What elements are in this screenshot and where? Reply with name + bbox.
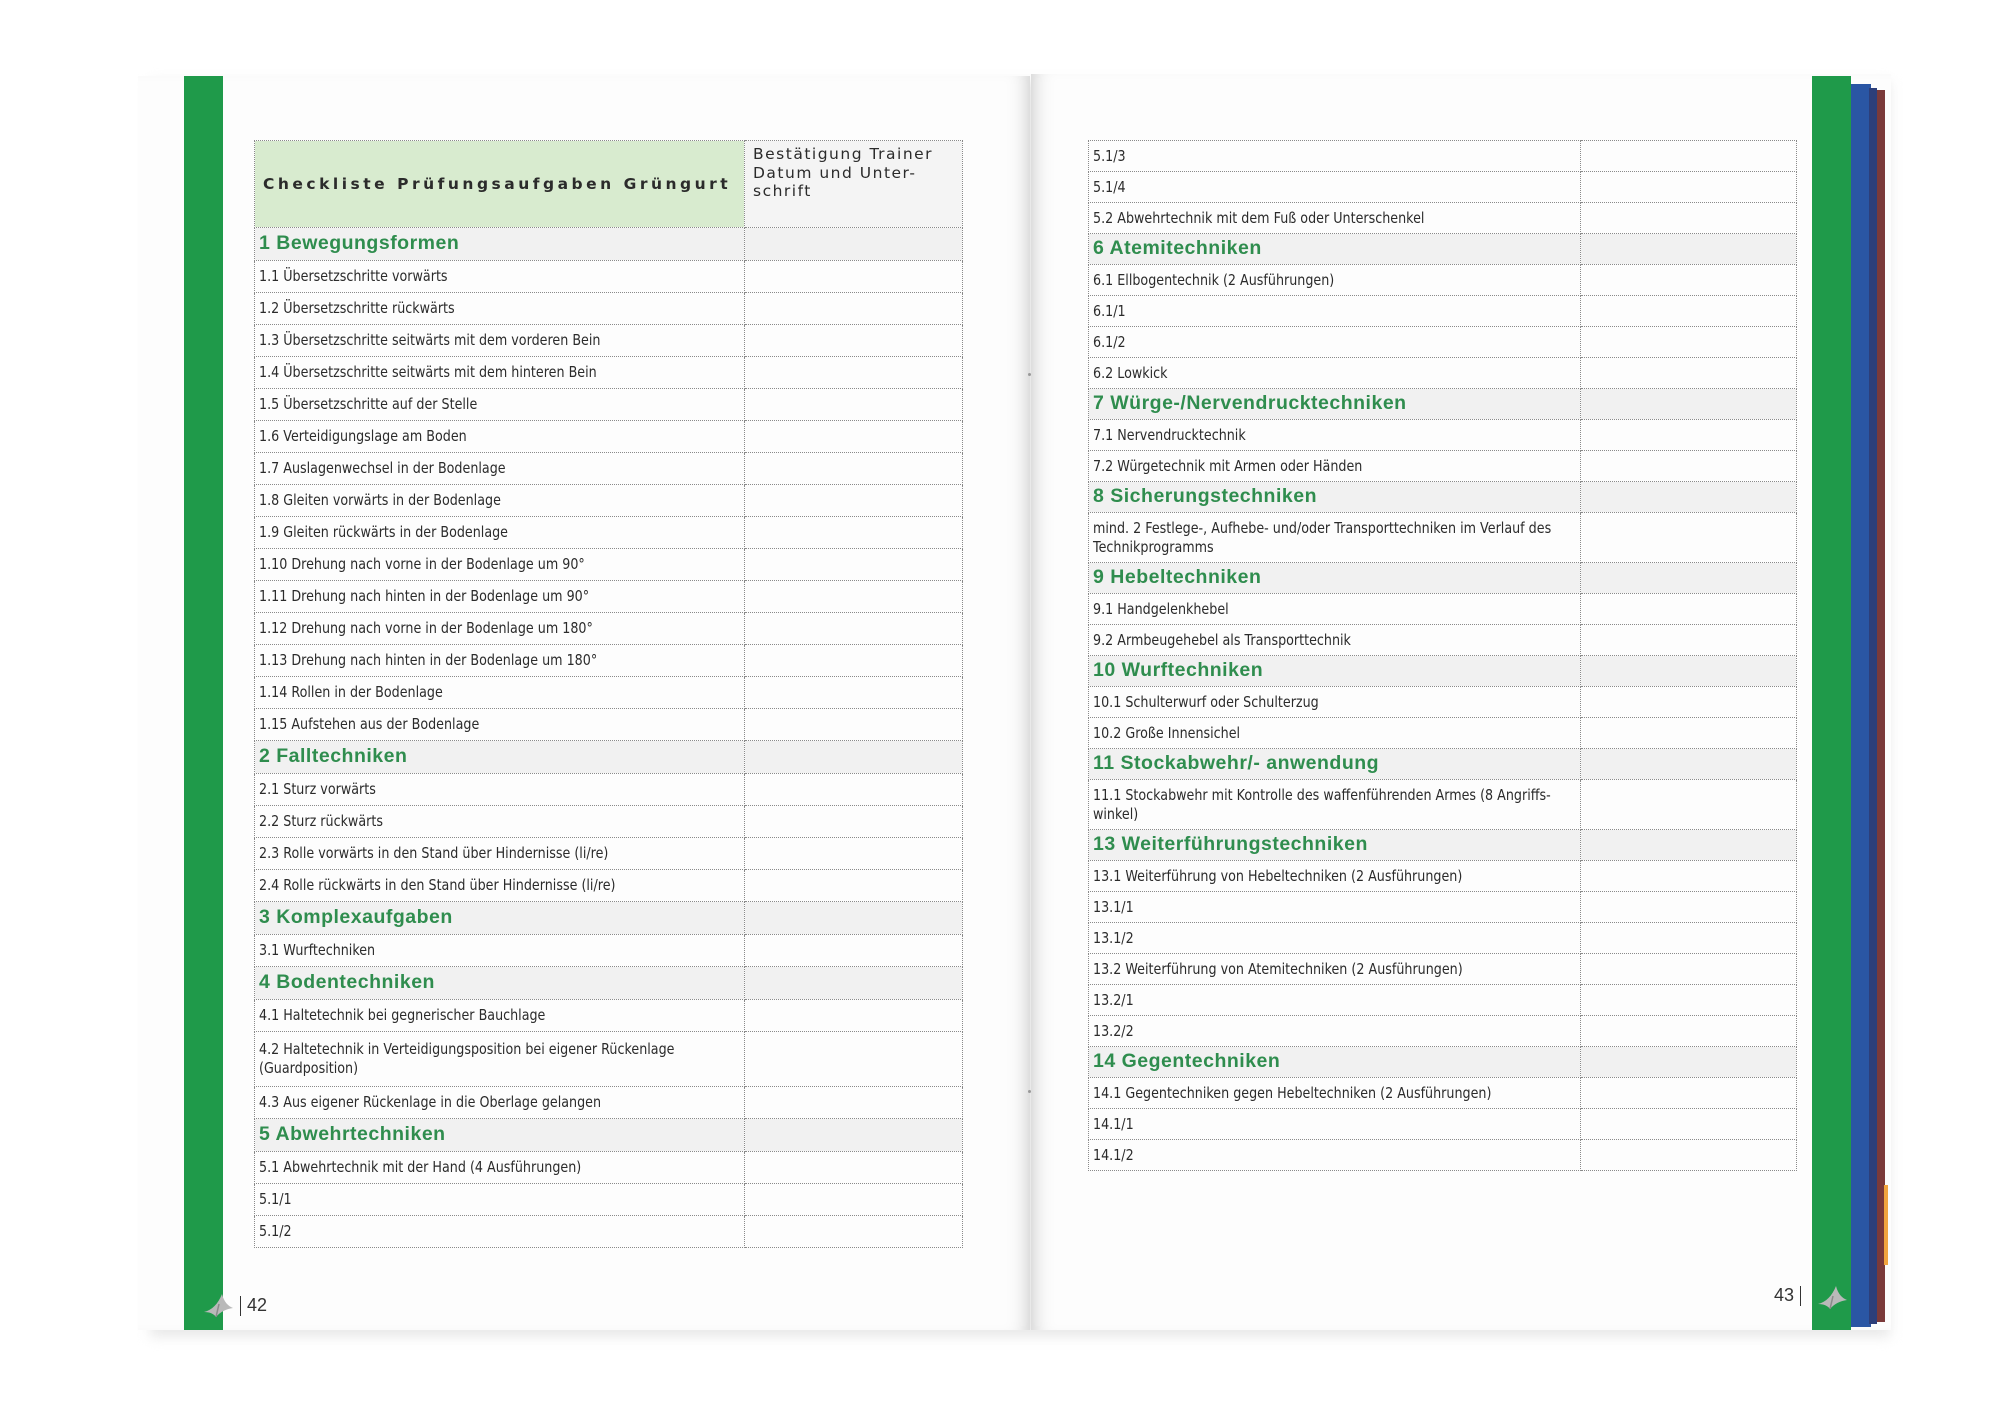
checklist-row bbox=[1089, 513, 1797, 563]
checklist-row bbox=[1089, 1078, 1797, 1109]
task-label bbox=[255, 357, 745, 389]
task-label-text: 14.1/1 bbox=[1093, 1114, 1134, 1133]
section-title-text: 5 Abwehrtechniken bbox=[259, 1123, 446, 1146]
task-label-text: 7.2 Würgetechnik mit Armen oder Händen bbox=[1093, 456, 1363, 475]
section-title-text: 6 Atemitechniken bbox=[1093, 237, 1262, 260]
task-label-text: 10.1 Schulterwurf oder Schulterzug bbox=[1093, 692, 1319, 711]
section-title bbox=[1089, 234, 1581, 265]
signature-cell[interactable] bbox=[745, 613, 963, 645]
checklist-table-right bbox=[1088, 140, 1797, 1171]
checklist-row bbox=[255, 645, 963, 677]
signature-cell[interactable] bbox=[745, 645, 963, 677]
task-label bbox=[255, 1087, 745, 1119]
task-label bbox=[1089, 203, 1581, 234]
checklist-row bbox=[1089, 718, 1797, 749]
section-row bbox=[1089, 1047, 1797, 1078]
section-title-text: 7 Würge-/Nervendrucktechniken bbox=[1093, 392, 1407, 415]
checklist-title: Checkliste Prüfungsaufgaben Grüngurt bbox=[255, 141, 745, 228]
task-label bbox=[1089, 358, 1581, 389]
section-title bbox=[255, 1119, 745, 1152]
section-title bbox=[1089, 749, 1581, 780]
signature-cell[interactable] bbox=[745, 261, 963, 293]
checklist-row bbox=[255, 1216, 963, 1248]
checklist-row bbox=[1089, 780, 1797, 830]
signature-cell[interactable] bbox=[745, 1032, 963, 1087]
signature-cell[interactable] bbox=[1581, 563, 1797, 594]
section-title-text: 14 Gegentechniken bbox=[1093, 1050, 1281, 1073]
signature-cell[interactable] bbox=[1581, 141, 1797, 172]
task-label-text: 5.1/1 bbox=[259, 1190, 292, 1209]
task-label-text: 1.9 Gleiten rückwärts in der Bodenlage bbox=[259, 523, 508, 542]
page-number-left-value: 42 bbox=[247, 1295, 268, 1315]
signature-cell[interactable] bbox=[1581, 687, 1797, 718]
checklist-row bbox=[1089, 892, 1797, 923]
task-label bbox=[255, 709, 745, 741]
section-title bbox=[255, 228, 745, 261]
task-label-text: 1.13 Drehung nach hinten in der Bodenlage um 180° bbox=[259, 651, 598, 670]
checklist-row bbox=[255, 293, 963, 325]
binding-staple bbox=[1028, 373, 1031, 376]
task-label bbox=[1089, 923, 1581, 954]
checklist-row bbox=[255, 453, 963, 485]
task-label-text: 1.10 Drehung nach vorne in der Bodenlage um 90° bbox=[259, 555, 585, 574]
signature-cell[interactable] bbox=[745, 774, 963, 806]
section-row bbox=[255, 228, 963, 261]
checklist-row bbox=[255, 325, 963, 357]
signature-cell[interactable] bbox=[745, 549, 963, 581]
checklist-row bbox=[255, 485, 963, 517]
task-label-text: 2.2 Sturz rückwärts bbox=[259, 812, 383, 831]
section-title bbox=[1089, 563, 1581, 594]
task-label bbox=[1089, 625, 1581, 656]
task-label-text: 1.2 Übersetzschritte rückwärts bbox=[259, 299, 455, 318]
section-title bbox=[255, 902, 745, 935]
task-label bbox=[1089, 420, 1581, 451]
page-edge-darkblue bbox=[1869, 88, 1877, 1324]
task-label-text: 1.1 Übersetzschritte vorwärts bbox=[259, 267, 448, 286]
task-label bbox=[1089, 265, 1581, 296]
task-label bbox=[255, 453, 745, 485]
signature-cell[interactable] bbox=[1581, 1047, 1797, 1078]
checklist-row bbox=[1089, 687, 1797, 718]
checklist-row bbox=[1089, 296, 1797, 327]
task-label-text: 1.6 Verteidigungslage am Boden bbox=[259, 427, 467, 446]
task-label-text: 13.2 Weiterführung von Atemitechniken (2 Ausführungen) bbox=[1093, 959, 1463, 978]
signature-cell[interactable] bbox=[1581, 1140, 1797, 1171]
task-label bbox=[1089, 172, 1581, 203]
task-label bbox=[1089, 513, 1581, 563]
task-label bbox=[255, 870, 745, 902]
section-row bbox=[1089, 234, 1797, 265]
signature-cell[interactable] bbox=[745, 453, 963, 485]
task-label-text: 13.1/1 bbox=[1093, 897, 1134, 916]
page-number-right-value: 43 bbox=[1774, 1285, 1795, 1305]
task-label bbox=[255, 325, 745, 357]
checklist-row bbox=[255, 549, 963, 581]
checklist-row bbox=[1089, 1016, 1797, 1047]
signature-cell[interactable] bbox=[1581, 923, 1797, 954]
signature-cell[interactable] bbox=[1581, 296, 1797, 327]
signature-cell[interactable] bbox=[745, 1184, 963, 1216]
task-label bbox=[1089, 141, 1581, 172]
task-label-text: 6.1 Ellbogentechnik (2 Ausführungen) bbox=[1093, 270, 1335, 289]
signature-cell[interactable] bbox=[745, 967, 963, 1000]
task-label bbox=[255, 581, 745, 613]
signature-cell[interactable] bbox=[1581, 513, 1797, 563]
task-label bbox=[1089, 1078, 1581, 1109]
checklist-row bbox=[255, 935, 963, 967]
task-label-text: 2.1 Sturz vorwärts bbox=[259, 780, 376, 799]
checklist-row bbox=[1089, 172, 1797, 203]
checklist-row bbox=[1089, 1140, 1797, 1171]
task-label-text: 1.12 Drehung nach vorne in der Bodenlage um 180° bbox=[259, 619, 593, 638]
task-label bbox=[1089, 985, 1581, 1016]
checklist-row bbox=[1089, 265, 1797, 296]
signature-cell[interactable] bbox=[1581, 749, 1797, 780]
section-row bbox=[1089, 389, 1797, 420]
task-label bbox=[255, 613, 745, 645]
section-row bbox=[255, 1119, 963, 1152]
checklist-table-left bbox=[254, 140, 963, 1248]
task-label-text: 14.1 Gegentechniken gegen Hebeltechniken (2 Ausführungen) bbox=[1093, 1083, 1492, 1102]
signature-cell[interactable] bbox=[745, 325, 963, 357]
task-label bbox=[255, 935, 745, 967]
section-title bbox=[1089, 389, 1581, 420]
signature-cell[interactable] bbox=[1581, 358, 1797, 389]
signature-cell[interactable] bbox=[1581, 482, 1797, 513]
signature-cell[interactable] bbox=[1581, 830, 1797, 861]
task-label-text: 1.8 Gleiten vorwärts in der Bodenlage bbox=[259, 491, 501, 510]
task-label bbox=[255, 485, 745, 517]
task-label bbox=[255, 293, 745, 325]
signature-cell[interactable] bbox=[745, 228, 963, 261]
signature-cell[interactable] bbox=[745, 517, 963, 549]
task-label bbox=[255, 517, 745, 549]
section-row bbox=[255, 902, 963, 935]
task-label bbox=[255, 421, 745, 453]
checklist-row bbox=[255, 709, 963, 741]
section-row bbox=[1089, 656, 1797, 687]
section-title-text: 8 Sicherungstechniken bbox=[1093, 485, 1317, 508]
task-label bbox=[1089, 327, 1581, 358]
page-edge-blue bbox=[1851, 84, 1871, 1327]
task-label bbox=[255, 1032, 745, 1087]
signature-cell[interactable] bbox=[745, 1087, 963, 1119]
task-label-text: 1.14 Rollen in der Bodenlage bbox=[259, 683, 443, 702]
checklist-row bbox=[1089, 625, 1797, 656]
checklist-row bbox=[255, 1032, 963, 1087]
section-title-text: 4 Bodentechniken bbox=[259, 971, 435, 994]
task-label-text: 6.2 Lowkick bbox=[1093, 363, 1168, 382]
checklist-row bbox=[1089, 923, 1797, 954]
task-label bbox=[1089, 954, 1581, 985]
checklist-row bbox=[255, 774, 963, 806]
signature-cell[interactable] bbox=[745, 870, 963, 902]
checklist-row bbox=[1089, 1109, 1797, 1140]
task-label-text: 1.15 Aufstehen aus der Bodenlage bbox=[259, 715, 480, 734]
checklist-row bbox=[255, 357, 963, 389]
task-label bbox=[1089, 451, 1581, 482]
checklist-row bbox=[255, 613, 963, 645]
section-row bbox=[1089, 830, 1797, 861]
section-title bbox=[1089, 482, 1581, 513]
signature-cell[interactable] bbox=[745, 677, 963, 709]
task-label bbox=[1089, 861, 1581, 892]
signature-cell[interactable] bbox=[1581, 1109, 1797, 1140]
signature-cell[interactable] bbox=[745, 741, 963, 774]
task-label bbox=[255, 261, 745, 293]
checklist-row bbox=[1089, 327, 1797, 358]
task-label-text: 11.1 Stockabwehr mit Kontrolle des waffenführenden Armes (8 Angriffs- winkel) bbox=[1093, 785, 1551, 823]
signature-cell[interactable] bbox=[745, 389, 963, 421]
task-label bbox=[255, 1152, 745, 1184]
section-title-text: 13 Weiterführungstechniken bbox=[1093, 833, 1368, 856]
task-label bbox=[1089, 594, 1581, 625]
signature-cell[interactable] bbox=[1581, 203, 1797, 234]
signature-cell[interactable] bbox=[745, 1119, 963, 1152]
page-edge-orange-right bbox=[1884, 1185, 1888, 1265]
task-label-text: 1.4 Übersetzschritte seitwärts mit dem hinteren Bein bbox=[259, 363, 597, 382]
signature-cell[interactable] bbox=[745, 838, 963, 870]
signature-cell[interactable] bbox=[745, 581, 963, 613]
section-title-text: 1 Bewegungsformen bbox=[259, 232, 460, 255]
signature-cell[interactable] bbox=[1581, 594, 1797, 625]
signature-cell[interactable] bbox=[1581, 892, 1797, 923]
task-label-text: 1.11 Drehung nach hinten in der Bodenlage um 90° bbox=[259, 587, 590, 606]
checklist-row bbox=[1089, 451, 1797, 482]
task-label bbox=[1089, 1140, 1581, 1171]
section-row bbox=[255, 741, 963, 774]
page-number-left bbox=[240, 1295, 267, 1316]
checklist-row bbox=[255, 389, 963, 421]
checklist-row bbox=[1089, 985, 1797, 1016]
task-label-text: 14.1/2 bbox=[1093, 1145, 1134, 1164]
association-logo-icon bbox=[1816, 1282, 1848, 1315]
task-label bbox=[1089, 780, 1581, 830]
section-title bbox=[1089, 656, 1581, 687]
signature-cell[interactable] bbox=[745, 709, 963, 741]
task-label-text: 3.1 Wurftechniken bbox=[259, 941, 376, 960]
task-label-text: 13.1/2 bbox=[1093, 928, 1134, 947]
section-title-text: 2 Falltechniken bbox=[259, 745, 408, 768]
task-label-text: 1.3 Übersetzschritte seitwärts mit dem vorderen Bein bbox=[259, 331, 601, 350]
checklist-row bbox=[255, 1087, 963, 1119]
signature-cell[interactable] bbox=[1581, 265, 1797, 296]
checklist-row bbox=[255, 677, 963, 709]
task-label-text: 5.2 Abwehrtechnik mit dem Fuß oder Unterschenkel bbox=[1093, 208, 1425, 227]
section-title bbox=[1089, 1047, 1581, 1078]
task-label bbox=[1089, 687, 1581, 718]
task-label-text: 10.2 Große Innensichel bbox=[1093, 723, 1241, 742]
checklist-row bbox=[1089, 954, 1797, 985]
section-row bbox=[1089, 563, 1797, 594]
signature-cell[interactable] bbox=[745, 1152, 963, 1184]
association-logo-icon bbox=[202, 1290, 234, 1323]
task-label bbox=[255, 1216, 745, 1248]
task-label-text: 6.1/1 bbox=[1093, 301, 1126, 320]
signature-cell[interactable] bbox=[1581, 172, 1797, 203]
signature-cell[interactable] bbox=[1581, 420, 1797, 451]
signature-cell[interactable] bbox=[1581, 718, 1797, 749]
signature-cell[interactable] bbox=[745, 806, 963, 838]
left-green-band bbox=[184, 76, 223, 1330]
checklist-row bbox=[1089, 141, 1797, 172]
checklist-row bbox=[255, 1184, 963, 1216]
task-label-text: 9.2 Armbeugehebel als Transporttechnik bbox=[1093, 630, 1351, 649]
task-label-text: 13.1 Weiterführung von Hebeltechniken (2 Ausführungen) bbox=[1093, 866, 1463, 885]
signature-cell[interactable] bbox=[745, 485, 963, 517]
section-title bbox=[1089, 830, 1581, 861]
checklist-row bbox=[1089, 594, 1797, 625]
checklist-row bbox=[1089, 420, 1797, 451]
task-label bbox=[1089, 892, 1581, 923]
section-title bbox=[255, 741, 745, 774]
signature-cell[interactable] bbox=[1581, 656, 1797, 687]
page-edge-red bbox=[1877, 90, 1885, 1322]
signature-cell[interactable] bbox=[745, 421, 963, 453]
checklist-row bbox=[255, 517, 963, 549]
signature-cell[interactable] bbox=[745, 357, 963, 389]
signature-cell[interactable] bbox=[745, 293, 963, 325]
task-label bbox=[1089, 718, 1581, 749]
signature-cell[interactable] bbox=[1581, 234, 1797, 265]
section-title-text: 10 Wurftechniken bbox=[1093, 659, 1264, 682]
task-label bbox=[255, 1184, 745, 1216]
checklist-row bbox=[255, 581, 963, 613]
task-label bbox=[255, 389, 745, 421]
task-label-text: 1.5 Übersetzschritte auf der Stelle bbox=[259, 395, 478, 414]
task-label bbox=[255, 806, 745, 838]
task-label-text: 2.3 Rolle vorwärts in den Stand über Hindernisse (li/re) bbox=[259, 844, 609, 863]
checklist-row bbox=[255, 1000, 963, 1032]
task-label-text: 1.7 Auslagenwechsel in der Bodenlage bbox=[259, 459, 506, 478]
checklist-row bbox=[255, 838, 963, 870]
signature-cell[interactable] bbox=[1581, 985, 1797, 1016]
task-label-text: 13.2/1 bbox=[1093, 990, 1134, 1009]
task-label-text: 6.1/2 bbox=[1093, 332, 1126, 351]
task-label-text: 13.2/2 bbox=[1093, 1021, 1134, 1040]
task-label bbox=[1089, 296, 1581, 327]
signature-cell[interactable] bbox=[745, 902, 963, 935]
checklist-row bbox=[1089, 358, 1797, 389]
binding-staple bbox=[1028, 1090, 1031, 1093]
section-row bbox=[255, 967, 963, 1000]
signature-cell[interactable] bbox=[745, 1216, 963, 1248]
task-label-text: 5.1/4 bbox=[1093, 177, 1126, 196]
task-label bbox=[255, 1000, 745, 1032]
task-label bbox=[1089, 1016, 1581, 1047]
task-label-text: 2.4 Rolle rückwärts in den Stand über Hindernisse (li/re) bbox=[259, 876, 616, 895]
task-label bbox=[255, 645, 745, 677]
signature-cell[interactable] bbox=[745, 935, 963, 967]
signature-cell[interactable] bbox=[745, 1000, 963, 1032]
task-label-text: 5.1 Abwehrtechnik mit der Hand (4 Ausführungen) bbox=[259, 1158, 582, 1177]
signature-cell[interactable] bbox=[1581, 954, 1797, 985]
task-label-text: 4.2 Haltetechnik in Verteidigungsposition bei eigener Rückenlage (Guardposition) bbox=[259, 1040, 675, 1077]
task-label-text: 5.1/2 bbox=[259, 1222, 292, 1241]
checklist-row bbox=[255, 806, 963, 838]
task-label bbox=[255, 677, 745, 709]
page-number-right bbox=[1774, 1285, 1801, 1306]
checklist-row bbox=[255, 261, 963, 293]
signature-cell[interactable] bbox=[1581, 1078, 1797, 1109]
checklist-row bbox=[255, 421, 963, 453]
task-label-text: 7.1 Nervendrucktechnik bbox=[1093, 425, 1246, 444]
table-header bbox=[255, 141, 963, 228]
right-green-band bbox=[1812, 76, 1851, 1330]
signature-cell[interactable] bbox=[1581, 625, 1797, 656]
section-title-text: 11 Stockabwehr/- anwendung bbox=[1093, 752, 1380, 775]
checklist-row bbox=[255, 870, 963, 902]
signature-cell[interactable] bbox=[1581, 389, 1797, 420]
signature-column-header: Bestätigung Trainer Datum und Unter- schrift bbox=[745, 141, 963, 228]
section-title-text: 3 Komplexaufgaben bbox=[259, 906, 453, 929]
task-label-text: mind. 2 Festlege-, Aufhebe- und/oder Transporttechniken im Verlauf des Technikprogramms bbox=[1093, 518, 1552, 556]
task-label bbox=[255, 549, 745, 581]
section-title-text: 9 Hebeltechniken bbox=[1093, 566, 1262, 589]
task-label bbox=[1089, 1109, 1581, 1140]
task-label-text: 5.1/3 bbox=[1093, 146, 1126, 165]
checklist-row bbox=[1089, 203, 1797, 234]
signature-cell[interactable] bbox=[1581, 861, 1797, 892]
task-label-text: 9.1 Handgelenkhebel bbox=[1093, 599, 1229, 618]
signature-cell[interactable] bbox=[1581, 327, 1797, 358]
signature-cell[interactable] bbox=[1581, 451, 1797, 482]
signature-cell[interactable] bbox=[1581, 780, 1797, 830]
signature-cell[interactable] bbox=[1581, 1016, 1797, 1047]
section-row bbox=[1089, 749, 1797, 780]
checklist-row bbox=[1089, 861, 1797, 892]
task-label bbox=[255, 774, 745, 806]
task-label-text: 4.3 Aus eigener Rückenlage in die Oberlage gelangen bbox=[259, 1093, 602, 1112]
checklist-row bbox=[255, 1152, 963, 1184]
section-row bbox=[1089, 482, 1797, 513]
task-label bbox=[255, 838, 745, 870]
section-title bbox=[255, 967, 745, 1000]
task-label-text: 4.1 Haltetechnik bei gegnerischer Bauchlage bbox=[259, 1006, 546, 1025]
